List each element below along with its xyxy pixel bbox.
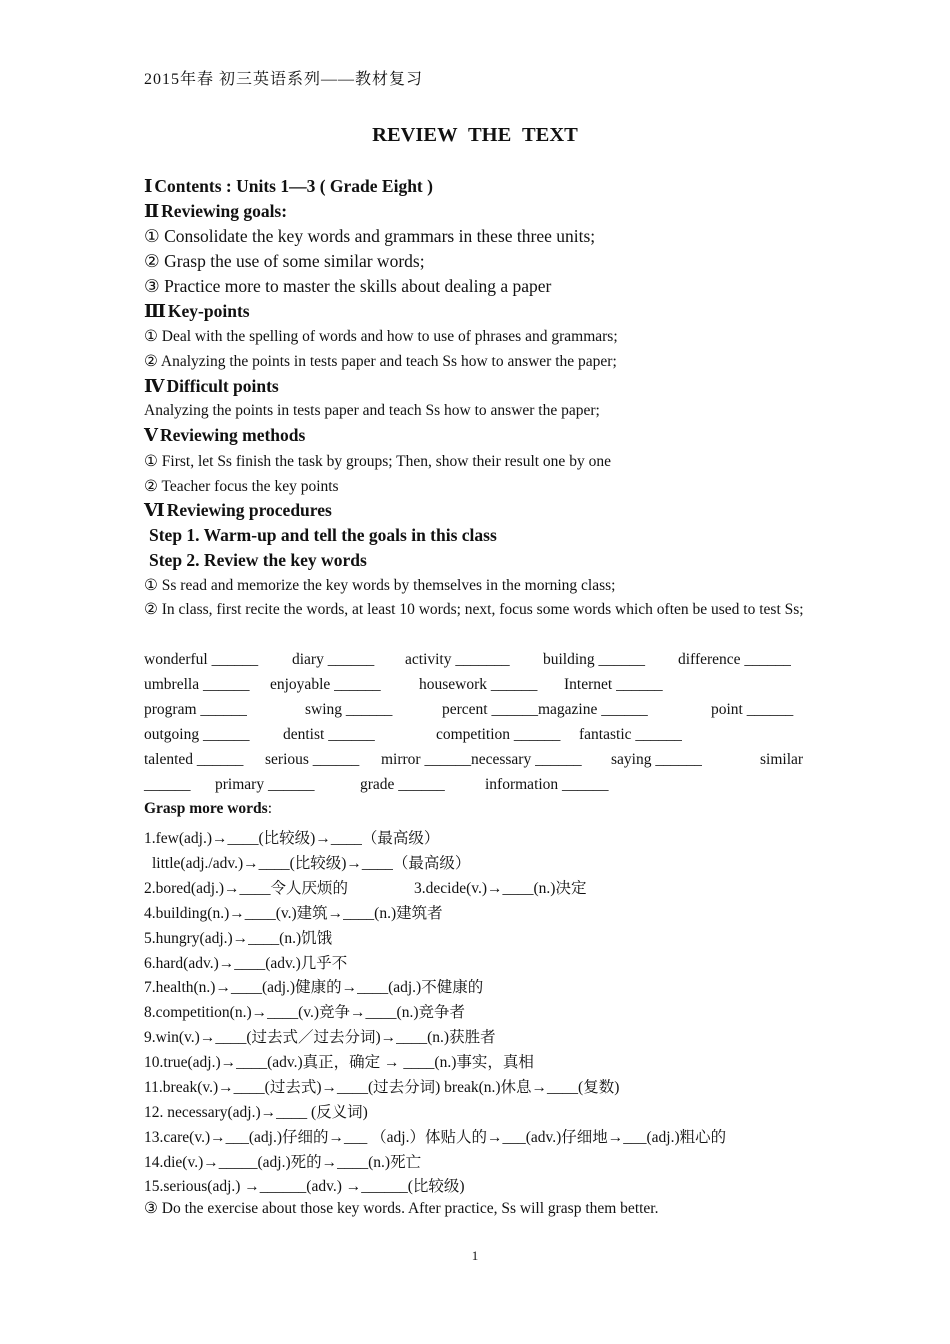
grasp-item: 9.win(v.)→____(过去式／过去分词)→____(n.)获胜者: [144, 1029, 496, 1046]
grasp-heading: [144, 800, 272, 818]
word-blank: difference ______: [678, 651, 791, 668]
word-blank: activity _______: [405, 651, 510, 668]
grasp-item: 13.care(v.)→___(adj.)仔细的→___ （adj.）体贴人的→___(adv.)仔细地→___(adj.)粗心的: [144, 1129, 727, 1146]
word-blank: mirror ______necessary ______: [381, 751, 582, 768]
section-number: Ⅲ: [144, 301, 166, 321]
section-methods: [144, 425, 305, 446]
grasp-item: 8.competition(n.)→____(v.)竞争→____(n.)竞争者: [144, 1004, 466, 1021]
method-item: ① First, let Ss finish the task by groups; Then, show their result one by one: [144, 453, 611, 470]
section-heading: Reviewing procedures: [166, 500, 332, 520]
word-blank: information ______: [485, 776, 609, 793]
grasp-item: 12. necessary(adj.)→____ (反义词): [144, 1104, 368, 1121]
word-blank: Internet ______: [564, 676, 663, 693]
grasp-colon: :: [267, 800, 273, 817]
section-number: Ⅵ: [144, 500, 165, 520]
word-blank: grade ______: [360, 776, 445, 793]
section-number: Ⅰ: [144, 176, 153, 196]
word-blank: talented ______: [144, 751, 244, 768]
page-title: REVIEW THE TEXT: [372, 124, 578, 146]
word-blank: similar: [760, 751, 804, 768]
word-blank: primary ______: [215, 776, 315, 793]
section-heading: Contents : Units 1—3 ( Grade Eight ): [154, 176, 433, 196]
word-blank: dentist ______: [283, 726, 375, 743]
section-heading: Reviewing goals:: [161, 201, 288, 221]
word-blank: point ______: [711, 701, 794, 718]
word-blank: fantastic ______: [579, 726, 682, 743]
word-blank: swing ______: [305, 701, 393, 718]
page-header: 2015年春 初三英语系列——教材复习: [144, 71, 424, 88]
word-blank: outgoing ______: [144, 726, 250, 743]
grasp-item: 7.health(n.)→____(adj.)健康的→____(adj.)不健康的: [144, 979, 484, 996]
grasp-item: 2.bored(adj.)→____令人厌烦的: [144, 880, 349, 897]
section-number: Ⅳ: [144, 376, 165, 396]
section-goals: [144, 201, 287, 222]
grasp-item: 11.break(v.)→____(过去式)→____(过去分词) break(n.)休息→____(复数): [144, 1079, 620, 1096]
word-blank: wonderful ______: [144, 651, 259, 668]
word-blank: percent ______magazine ______: [442, 701, 648, 718]
word-blank: serious ______: [265, 751, 360, 768]
grasp-item: little(adj./adv.)→____(比较级)→____（最高级）: [152, 855, 471, 872]
section-procedures: [144, 500, 332, 521]
grasp-item: 4.building(n.)→____(v.)建筑→____(n.)建筑者: [144, 905, 443, 922]
exercise-item: ③ Do the exercise about those key words. After practice, Ss will grasp them better.: [144, 1200, 659, 1217]
key-point-item: ① Deal with the spelling of words and how to use of phrases and grammars;: [144, 328, 618, 345]
grasp-item: 6.hard(adv.)→____(adv.)几乎不: [144, 955, 348, 972]
step-1: Step 1. Warm-up and tell the goals in this class: [149, 525, 497, 545]
goal-item: ② Grasp the use of some similar words;: [144, 251, 425, 271]
difficult-point-text: Analyzing the points in tests paper and teach Ss how to answer the paper;: [144, 402, 600, 419]
goal-item: ① Consolidate the key words and grammars in these three units;: [144, 226, 596, 246]
procedure-item: ② In class, first recite the words, at least 10 words; next, focus some words which often be used to test Ss;: [144, 601, 804, 618]
word-blank: enjoyable ______: [270, 676, 381, 693]
word-blank: diary ______: [292, 651, 375, 668]
section-key-points: [144, 301, 250, 322]
section-heading: Key-points: [167, 301, 250, 321]
grasp-item: 10.true(adj.)→____(adv.)真正，确定 → ____(n.)事实，真相: [144, 1054, 534, 1071]
grasp-item: 3.decide(v.)→____(n.)决定: [414, 880, 587, 897]
key-point-item: ② Analyzing the points in tests paper and teach Ss how to answer the paper;: [144, 353, 617, 370]
goal-item: ③ Practice more to master the skills about dealing a paper: [144, 276, 552, 296]
grasp-label: Grasp more words: [144, 800, 268, 817]
word-blank: ______: [144, 776, 191, 793]
step-2: Step 2. Review the key words: [149, 550, 367, 570]
word-blank: building ______: [543, 651, 646, 668]
section-difficult-points: [144, 376, 279, 397]
word-blank: saying ______: [611, 751, 702, 768]
word-blank: competition ______: [436, 726, 561, 743]
section-heading: Difficult points: [166, 376, 279, 396]
grasp-item: 14.die(v.)→_____(adj.)死的→____(n.)死亡: [144, 1154, 422, 1171]
word-blank: program ______: [144, 701, 247, 718]
section-number: Ⅱ: [144, 201, 160, 221]
procedure-item: ① Ss read and memorize the key words by themselves in the morning class;: [144, 577, 616, 594]
grasp-item: 15.serious(adj.) →______(adv.) →______(比较级): [144, 1178, 465, 1195]
method-item: ② Teacher focus the key points: [144, 478, 339, 495]
word-blank: umbrella ______: [144, 676, 250, 693]
grasp-item: 1.few(adj.)→____(比较级)→____（最高级）: [144, 830, 440, 847]
grasp-item: 5.hungry(adj.)→____(n.)饥饿: [144, 930, 333, 947]
section-heading: Reviewing methods: [159, 425, 306, 445]
page-number: 1: [471, 1248, 479, 1263]
word-blank: housework ______: [419, 676, 538, 693]
section-number: Ⅴ: [144, 425, 158, 445]
section-contents: [144, 176, 433, 197]
